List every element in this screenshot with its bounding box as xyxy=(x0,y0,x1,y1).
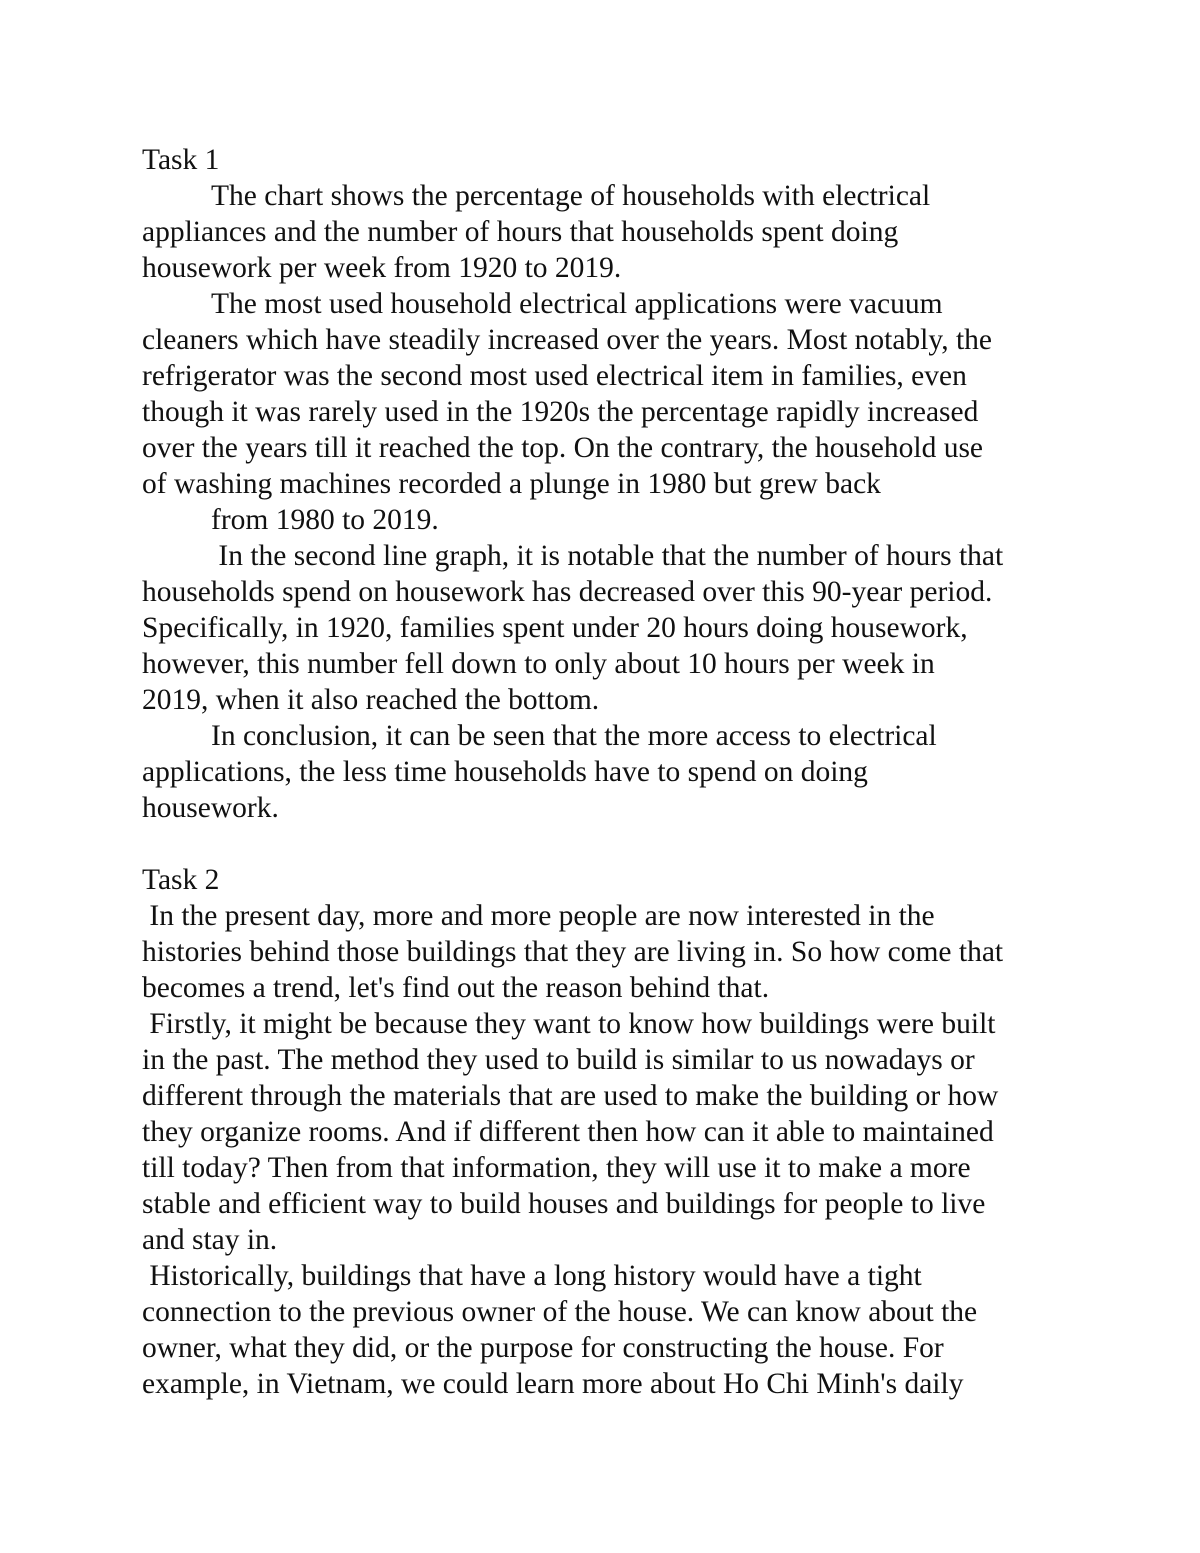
task1-line: applications, the less time households have to spend on doing xyxy=(142,756,868,788)
task2-line: in the past. The method they used to build is similar to us nowadays or xyxy=(142,1044,975,1076)
task1-line: The most used household electrical applications were vacuum xyxy=(211,288,943,320)
task1-heading: Task 1 xyxy=(142,144,220,176)
task1-line: households spend on housework has decreased over this 90-year period. xyxy=(142,576,993,608)
task2-line: they organize rooms. And if different then how can it able to maintained xyxy=(142,1116,994,1148)
task1-line: however, this number fell down to only about 10 hours per week in xyxy=(142,648,935,680)
task1-line: of washing machines recorded a plunge in 1980 but grew back xyxy=(142,468,881,500)
task1-line: over the years till it reached the top. On the contrary, the household use xyxy=(142,432,984,464)
task2-line: histories behind those buildings that they are living in. So how come that xyxy=(142,936,1004,968)
task2-line: Historically, buildings that have a long history would have a tight xyxy=(142,1260,922,1292)
task2-line: stable and efficient way to build houses and buildings for people to live xyxy=(142,1188,986,1220)
task2-line: Firstly, it might be because they want to know how buildings were built xyxy=(142,1008,996,1040)
document-body xyxy=(142,142,1082,1402)
task2-line: owner, what they did, or the purpose for constructing the house. For xyxy=(142,1332,944,1364)
task2-line: till today? Then from that information, they will use it to make a more xyxy=(142,1152,971,1184)
task1-line: from 1980 to 2019. xyxy=(211,504,439,536)
task2-line: and stay in. xyxy=(142,1224,278,1256)
task1-line: Specifically, in 1920, families spent under 20 hours doing housework, xyxy=(142,612,968,644)
task1-line: housework. xyxy=(142,792,279,824)
task1-line: 2019, when it also reached the bottom. xyxy=(142,684,600,716)
task2-line: In the present day, more and more people are now interested in the xyxy=(142,900,935,932)
task2-heading: Task 2 xyxy=(142,864,220,896)
blank-line xyxy=(142,826,1082,862)
task1-line: though it was rarely used in the 1920s the percentage rapidly increased xyxy=(142,396,979,428)
task2-line: different through the materials that are used to make the building or how xyxy=(142,1080,999,1112)
task2-line: connection to the previous owner of the house. We can know about the xyxy=(142,1296,978,1328)
task2-line: example, in Vietnam, we could learn more about Ho Chi Minh's daily xyxy=(142,1368,964,1400)
task1-line: housework per week from 1920 to 2019. xyxy=(142,252,622,284)
task1-line: cleaners which have steadily increased over the years. Most notably, the xyxy=(142,324,992,356)
task1-line: In the second line graph, it is notable that the number of hours that xyxy=(211,540,1004,572)
task2-line: becomes a trend, let's find out the reason behind that. xyxy=(142,972,770,1004)
task1-line: refrigerator was the second most used electrical item in families, even xyxy=(142,360,967,392)
task1-line: The chart shows the percentage of households with electrical xyxy=(211,180,931,212)
task1-line: In conclusion, it can be seen that the more access to electrical xyxy=(211,720,937,752)
task1-line: appliances and the number of hours that households spent doing xyxy=(142,216,899,248)
